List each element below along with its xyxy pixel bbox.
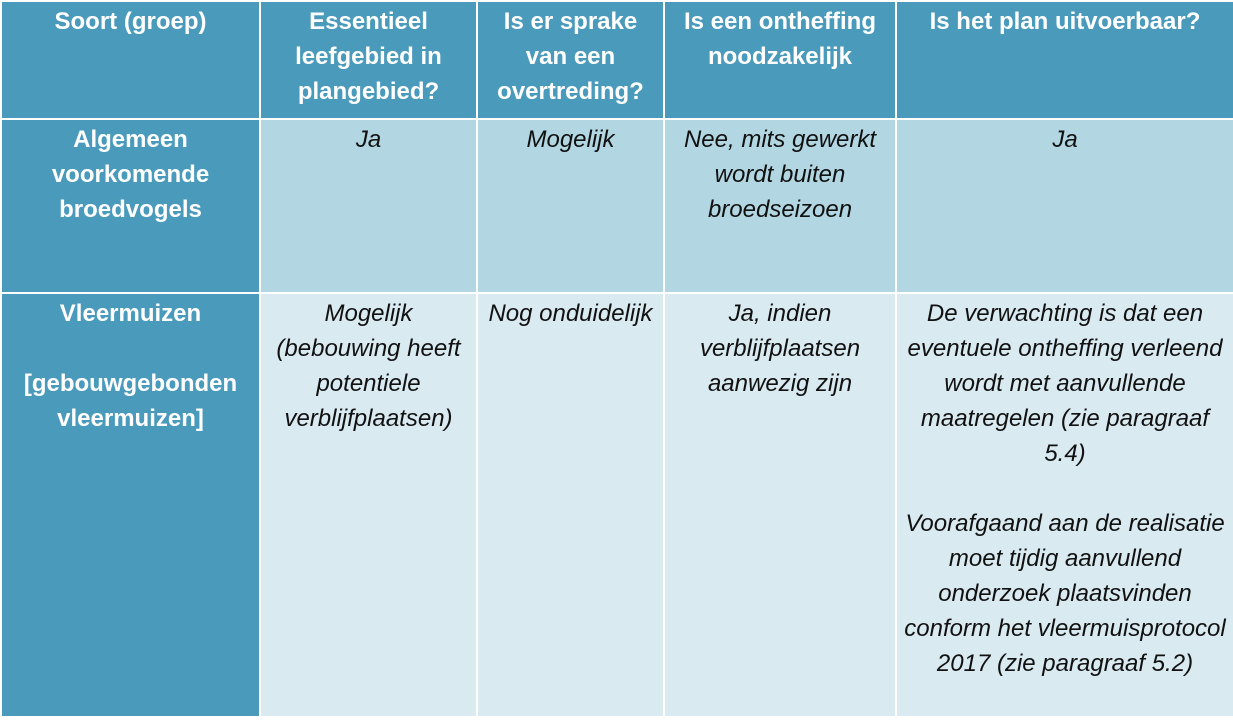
table-cell: Ja, indien verblijfplaatsen aanwezig zijn (664, 293, 896, 717)
header-essential-habitat: Essentieel leefgebied in plangebied? (260, 1, 477, 119)
table-row (1, 119, 1233, 293)
table-cell (896, 293, 1233, 717)
cell-paragraph: Voorafgaand aan de realisatie moet tijdig aanvullend onderzoek plaatsvinden conform het vleermuisprotocol 2017 (zie paragraaf 5.2) (904, 510, 1226, 677)
row-species-cell (1, 119, 260, 293)
table-cell: Mogelijk (477, 119, 664, 293)
cell-paragraph: De verwachting is dat een eventuele ontheffing verleend wordt met aanvullende maatregelen (zie paragraaf 5.4) (907, 300, 1223, 467)
table-row (1, 293, 1233, 717)
table-cell: Ja (260, 119, 477, 293)
table-cell: Mogelijk (bebouwing heeft potentiele verblijfplaatsen) (260, 293, 477, 717)
species-name: Vleermuizen (59, 300, 202, 327)
table-header-row (1, 1, 1233, 119)
row-species-cell (1, 293, 260, 717)
header-exemption-needed: Is een ontheffing noodzakelijk (664, 1, 896, 119)
header-plan-feasible: Is het plan uitvoerbaar? (896, 1, 1233, 119)
header-species: Soort (groep) (1, 1, 260, 119)
header-violation: Is er sprake van een overtreding? (477, 1, 664, 119)
species-subgroup: [gebouwgebonden vleermuizen] (23, 370, 238, 432)
table-cell: Ja (896, 119, 1233, 293)
species-name: Algemeen voorkomende broedvogels (51, 126, 210, 223)
table-cell: Nog onduidelijk (477, 293, 664, 717)
table-cell: Nee, mits gewerkt wordt buiten broedseizoen (664, 119, 896, 293)
